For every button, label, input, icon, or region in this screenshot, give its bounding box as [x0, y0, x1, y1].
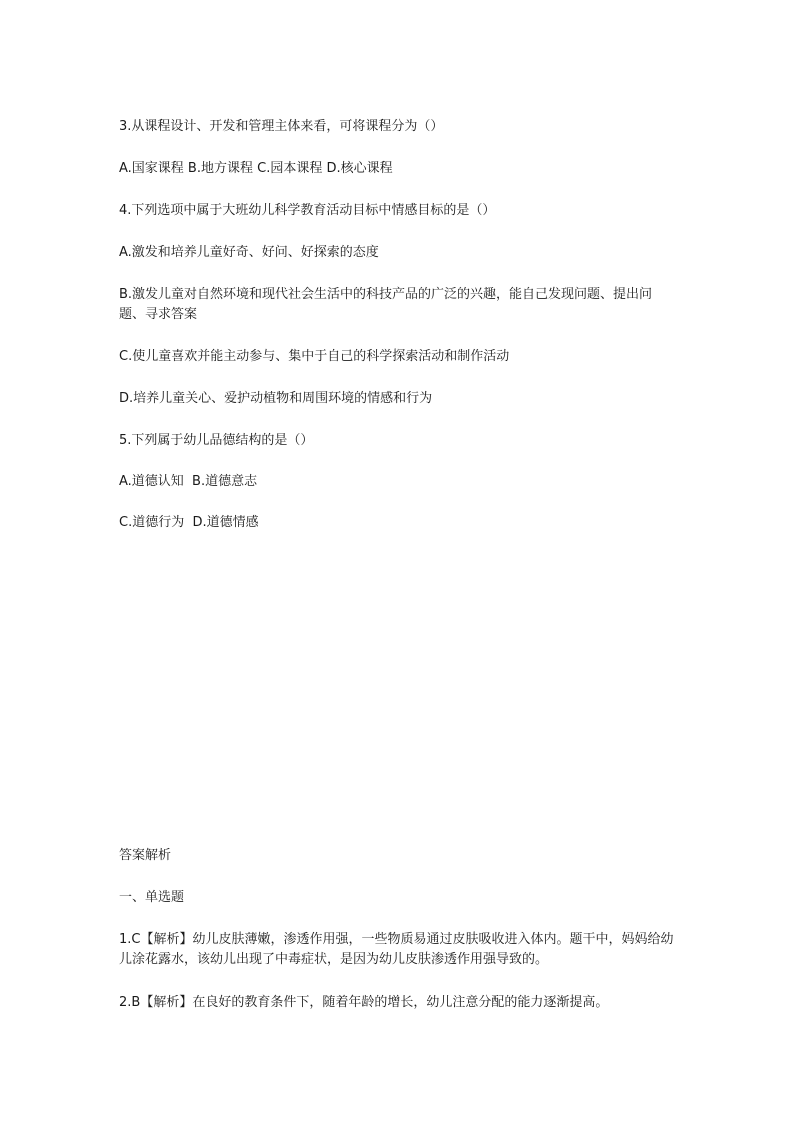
- question-5-stem: 5.下列属于幼儿品德结构的是（）: [119, 433, 314, 448]
- question-4-option-b: B.激发儿童对自然环境和现代社会生活中的科技产品的广泛的兴趣，能自己发现问题、提出问题、寻求答案: [119, 287, 653, 322]
- question-4-stem: 4.下列选项中属于大班幼儿科学教育活动目标中情感目标的是（）: [119, 203, 496, 218]
- answers-heading: 答案解析: [119, 848, 172, 863]
- question-4-option-a: A.激发和培养儿童好奇、好问、好探索的态度: [119, 245, 379, 260]
- question-5-options-cd: C.道德行为 D.道德情感: [119, 515, 259, 530]
- answer-2-explanation: 2.B【解析】在良好的教育条件下，随着年龄的增长，幼儿注意分配的能力逐渐提高。: [119, 995, 609, 1010]
- question-4-option-c: C.使儿童喜欢并能主动参与、集中于自己的科学探索活动和制作活动: [119, 349, 510, 364]
- question-3-stem: 3.从课程设计、开发和管理主体来看，可将课程分为（）: [119, 119, 444, 134]
- answer-1-explanation: 1.C【解析】幼儿皮肤薄嫩，渗透作用强，一些物质易通过皮肤吸收进入体内。题干中，妈妈给幼儿涂花露水，该幼儿出现了中毒症状，是因为幼儿皮肤渗透作用强导致的。: [119, 932, 674, 967]
- question-5-options-ab: A.道德认知 B.道德意志: [119, 474, 258, 489]
- question-3-options: A.国家课程 B.地方课程 C.园本课程 D.核心课程: [119, 161, 393, 176]
- question-4-option-d: D.培养儿童关心、爱护动植物和周围环境的情感和行为: [119, 391, 433, 406]
- answers-section-title: 一、单选题: [119, 890, 185, 905]
